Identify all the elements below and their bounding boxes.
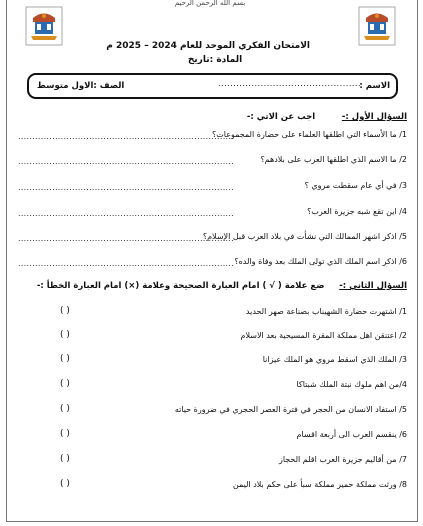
student-info-box (27, 73, 398, 99)
section1-question-2: 2/ ما الاسم الذي اطلقها العرب على بلادهم؟ (260, 155, 407, 164)
school-logo-right (358, 6, 396, 46)
section1-heading (247, 112, 407, 122)
statement-4: 4/من اهم ملوك نبتة الملك شبتاكا (296, 380, 407, 389)
answer-paren-2[interactable]: ( ) (60, 330, 70, 340)
statement-6: 6/ ينقسم العرب الى أربعة اقسام (296, 430, 407, 439)
section1-question-6: 6/ اذكر اسم الملك الذي تولى الملك بعد وفاة والده؟ (234, 257, 407, 266)
name-label: الاسم : (359, 81, 390, 91)
section2-number: السؤال الثاني :- (339, 281, 407, 291)
statement-1: 1/ اشتهرت حضارة الشهيناب بصناعة صهر الحديد (245, 307, 407, 316)
answer-line-4[interactable]: ............................................................................ (18, 209, 235, 218)
answer-line-5[interactable]: ............................................................................ (18, 234, 235, 243)
section1-question-4: 4/ اين تقع شبه جزيرة العرب؟ (307, 207, 407, 216)
answer-paren-1[interactable]: ( ) (60, 306, 70, 316)
answer-paren-7[interactable]: ( ) (60, 454, 70, 464)
answer-line-3[interactable]: ............................................................................ (18, 183, 235, 192)
statement-8: 8/ ورثت مملكة حمير مملكة سبأ على حكم بلاد اليمن (232, 480, 407, 489)
statement-5: 5/ استفاد الانسان من الحجر في فترة العصر الحجري في ضرورة حياته (174, 405, 407, 414)
answer-paren-3[interactable]: ( ) (60, 354, 70, 364)
school-logo-left (25, 6, 63, 46)
answer-paren-4[interactable]: ( ) (60, 379, 70, 389)
basmala-text: بسم الله الرحمن الرحيم (174, 0, 246, 7)
answer-line-1[interactable]: ............................................................................ (18, 132, 235, 141)
statement-2: 2/ اعتنقن اهل مملكة المقرة المسيحية بعد الاسلام (240, 331, 407, 340)
exam-subject: المادة :تاريخ (187, 55, 243, 65)
answer-paren-8[interactable]: ( ) (60, 479, 70, 489)
section1-question-3: 3/ في أي عام سقطت مروي ؟ (304, 181, 407, 190)
statement-7: 7/ من أقاليم جزيرة العرب اقلم الحجاز (278, 455, 407, 464)
section1-question-1: 1/ ما الأسماء التي اطلقها العلماء على حضارة المجموعات؟ (212, 130, 407, 139)
section1-instruction: اجب عن الاتي :- (246, 112, 316, 122)
answer-line-6[interactable]: ............................................................................ (18, 259, 235, 268)
section1-number: السؤال الأول :- (341, 112, 407, 122)
section2-heading (37, 281, 407, 291)
class-label: الصف :الاول متوسط (37, 81, 125, 91)
name-field[interactable]: ............................................... (218, 79, 362, 88)
statement-3: 3/ الملك الذي اسقط مروي هو الملك عيزانا (262, 355, 407, 364)
answer-paren-5[interactable]: ( ) (60, 404, 70, 414)
section1-question-5: 5/ اذكر اشهر الممالك التي نشأت في بلاد العرب قبل الإسلام؟ (202, 232, 407, 241)
answer-line-2[interactable]: ............................................................................ (18, 157, 235, 166)
answer-paren-6[interactable]: ( ) (60, 429, 70, 439)
exam-title: الامتحان الفكري الموحد للعام 2024 – 2025 م (106, 41, 310, 51)
section2-instruction: ضع علامة ( √ ) امام العبارة الصحيحة وعلامة (×) امام العبارة الخطأ :- (36, 281, 325, 291)
